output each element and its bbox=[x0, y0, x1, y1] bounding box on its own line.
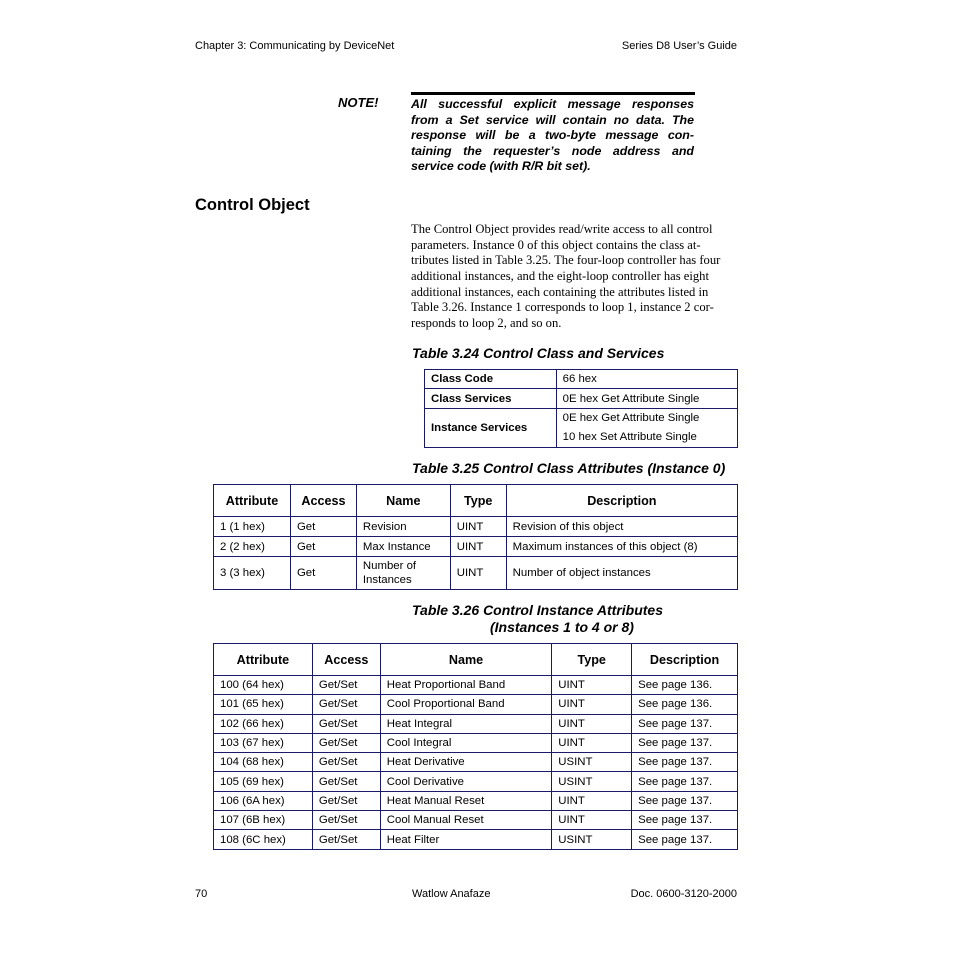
table-cell: Heat Proportional Band bbox=[380, 676, 552, 695]
table-cell: UINT bbox=[552, 714, 632, 733]
footer-publisher: Watlow Anafaze bbox=[412, 888, 491, 900]
paragraph-line: additional instances, and the eight-loop controller has eight bbox=[411, 269, 709, 284]
table-cell: Get bbox=[290, 557, 356, 590]
table-cell: 107 (6B hex) bbox=[214, 811, 313, 830]
table-cell: UINT bbox=[552, 811, 632, 830]
table-cell: Maximum instances of this object (8) bbox=[506, 537, 737, 557]
table-cell: UINT bbox=[450, 557, 506, 590]
table-325-caption: Table 3.25 Control Class Attributes (Instance 0) bbox=[412, 460, 726, 476]
table-cell: Heat Filter bbox=[380, 830, 552, 849]
note-line: All successful explicit message responses bbox=[411, 97, 694, 111]
table-cell: 0E hex Get Attribute Single bbox=[556, 389, 737, 409]
table-325 bbox=[213, 484, 738, 590]
table-row bbox=[214, 733, 738, 752]
table-cell: USINT bbox=[552, 753, 632, 772]
table-row bbox=[214, 557, 738, 590]
table-cell: Get/Set bbox=[312, 791, 380, 810]
note-rule bbox=[411, 92, 695, 95]
table-cell: Cool Proportional Band bbox=[380, 695, 552, 714]
table-cell: 3 (3 hex) bbox=[214, 557, 291, 590]
table-cell: 102 (66 hex) bbox=[214, 714, 313, 733]
table-cell: Heat Manual Reset bbox=[380, 791, 552, 810]
table-cell bbox=[556, 409, 737, 448]
table-cell: USINT bbox=[552, 772, 632, 791]
table-row bbox=[214, 753, 738, 772]
note-line: response will be a two-byte message con- bbox=[411, 128, 694, 143]
table-cell: Get/Set bbox=[312, 733, 380, 752]
note-label: NOTE! bbox=[338, 95, 379, 110]
table-cell: UINT bbox=[552, 733, 632, 752]
section-title: Control Object bbox=[195, 196, 310, 214]
table-cell: See page 137. bbox=[632, 714, 738, 733]
table-cell: Cool Manual Reset bbox=[380, 811, 552, 830]
table-row bbox=[425, 409, 738, 448]
table-row bbox=[214, 811, 738, 830]
note-line: from a Set service will contain no data. The bbox=[411, 112, 694, 127]
table-cell: See page 137. bbox=[632, 791, 738, 810]
table-cell: See page 137. bbox=[632, 753, 738, 772]
column-header: Type bbox=[552, 644, 632, 676]
table-cell: See page 136. bbox=[632, 695, 738, 714]
table-row bbox=[214, 695, 738, 714]
table-cell: 2 (2 hex) bbox=[214, 537, 291, 557]
table-cell: See page 137. bbox=[632, 811, 738, 830]
column-header: Access bbox=[290, 485, 356, 517]
table-row bbox=[214, 772, 738, 791]
paragraph-line: parameters. Instance 0 of this object contains the class at- bbox=[411, 237, 701, 252]
cell-line: 0E hex Get Attribute Single bbox=[562, 412, 700, 424]
column-header: Type bbox=[450, 485, 506, 517]
paragraph-line: responds to loop 2, and so on. bbox=[411, 316, 562, 331]
table-cell: Get/Set bbox=[312, 695, 380, 714]
table-cell: Number of object instances bbox=[506, 557, 737, 590]
note-line: taining the requester’s node address and bbox=[411, 143, 694, 158]
table-cell: Heat Integral bbox=[380, 714, 552, 733]
table-324 bbox=[424, 369, 738, 448]
table-cell: UINT bbox=[450, 517, 506, 537]
table-326-caption-line2: (Instances 1 to 4 or 8) bbox=[490, 619, 634, 635]
column-header: Attribute bbox=[214, 644, 313, 676]
table-cell: See page 136. bbox=[632, 676, 738, 695]
table-row bbox=[425, 389, 738, 409]
table-cell: Revision bbox=[356, 517, 450, 537]
table-row bbox=[214, 676, 738, 695]
note-line: service code (with R/R bit set). bbox=[411, 159, 591, 174]
table-cell: See page 137. bbox=[632, 830, 738, 849]
table-cell: Revision of this object bbox=[506, 517, 737, 537]
table-row bbox=[214, 517, 738, 537]
paragraph-line: additional instances, each containing the attributes listed in bbox=[411, 284, 709, 299]
column-header: Description bbox=[506, 485, 737, 517]
table-cell: Class Code bbox=[425, 370, 557, 389]
table-row bbox=[214, 537, 738, 557]
table-cell: UINT bbox=[450, 537, 506, 557]
table-cell: 108 (6C hex) bbox=[214, 830, 313, 849]
table-cell: UINT bbox=[552, 695, 632, 714]
column-header: Name bbox=[380, 644, 552, 676]
table-row bbox=[425, 370, 738, 389]
page-number: 70 bbox=[195, 888, 208, 900]
running-header-chapter: Chapter 3: Communicating by DeviceNet bbox=[195, 40, 395, 52]
table-row bbox=[214, 714, 738, 733]
footer-doc-number: Doc. 0600-3120-2000 bbox=[630, 888, 737, 900]
table-cell: Get bbox=[290, 537, 356, 557]
table-cell: 101 (65 hex) bbox=[214, 695, 313, 714]
column-header: Attribute bbox=[214, 485, 291, 517]
table-cell: Number of Instances bbox=[356, 557, 450, 590]
table-cell: Heat Derivative bbox=[380, 753, 552, 772]
table-cell: See page 137. bbox=[632, 772, 738, 791]
table-cell: 103 (67 hex) bbox=[214, 733, 313, 752]
table-cell: Get/Set bbox=[312, 811, 380, 830]
table-header-row bbox=[214, 485, 738, 517]
table-cell: Max Instance bbox=[356, 537, 450, 557]
table-cell: Get/Set bbox=[312, 753, 380, 772]
cell-line: 10 hex Set Attribute Single bbox=[562, 431, 697, 443]
table-cell: 106 (6A hex) bbox=[214, 791, 313, 810]
table-cell: Cool Integral bbox=[380, 733, 552, 752]
table-cell: Instance Services bbox=[425, 409, 557, 448]
running-header-title: Series D8 User’s Guide bbox=[621, 40, 737, 52]
table-cell: 104 (68 hex) bbox=[214, 753, 313, 772]
note-text bbox=[411, 97, 694, 175]
table-header-row bbox=[214, 644, 738, 676]
table-cell: Get/Set bbox=[312, 676, 380, 695]
table-row bbox=[214, 791, 738, 810]
paragraph-line: Table 3.26. Instance 1 corresponds to loop 1, instance 2 cor- bbox=[411, 300, 714, 315]
table-row bbox=[214, 830, 738, 849]
table-cell: 66 hex bbox=[556, 370, 737, 389]
table-cell: UINT bbox=[552, 791, 632, 810]
column-header: Name bbox=[356, 485, 450, 517]
table-326-caption: Table 3.26 Control Instance Attributes bbox=[412, 602, 664, 618]
table-cell: Class Services bbox=[425, 389, 557, 409]
column-header: Description bbox=[632, 644, 738, 676]
paragraph-line: The Control Object provides read/write access to all control bbox=[411, 222, 713, 236]
table-cell: Get/Set bbox=[312, 714, 380, 733]
paragraph-line: tributes listed in Table 3.25. The four-loop controller has four bbox=[411, 253, 721, 268]
table-cell: 105 (69 hex) bbox=[214, 772, 313, 791]
table-324-caption: Table 3.24 Control Class and Services bbox=[412, 345, 665, 361]
table-cell: See page 137. bbox=[632, 733, 738, 752]
table-cell: Get/Set bbox=[312, 830, 380, 849]
table-cell: UINT bbox=[552, 676, 632, 695]
column-header: Access bbox=[312, 644, 380, 676]
table-326 bbox=[213, 643, 738, 850]
body-paragraph bbox=[411, 222, 741, 332]
table-cell: Get/Set bbox=[312, 772, 380, 791]
table-cell: Cool Derivative bbox=[380, 772, 552, 791]
table-cell: 100 (64 hex) bbox=[214, 676, 313, 695]
table-cell: Get bbox=[290, 517, 356, 537]
table-cell: 1 (1 hex) bbox=[214, 517, 291, 537]
table-cell: USINT bbox=[552, 830, 632, 849]
